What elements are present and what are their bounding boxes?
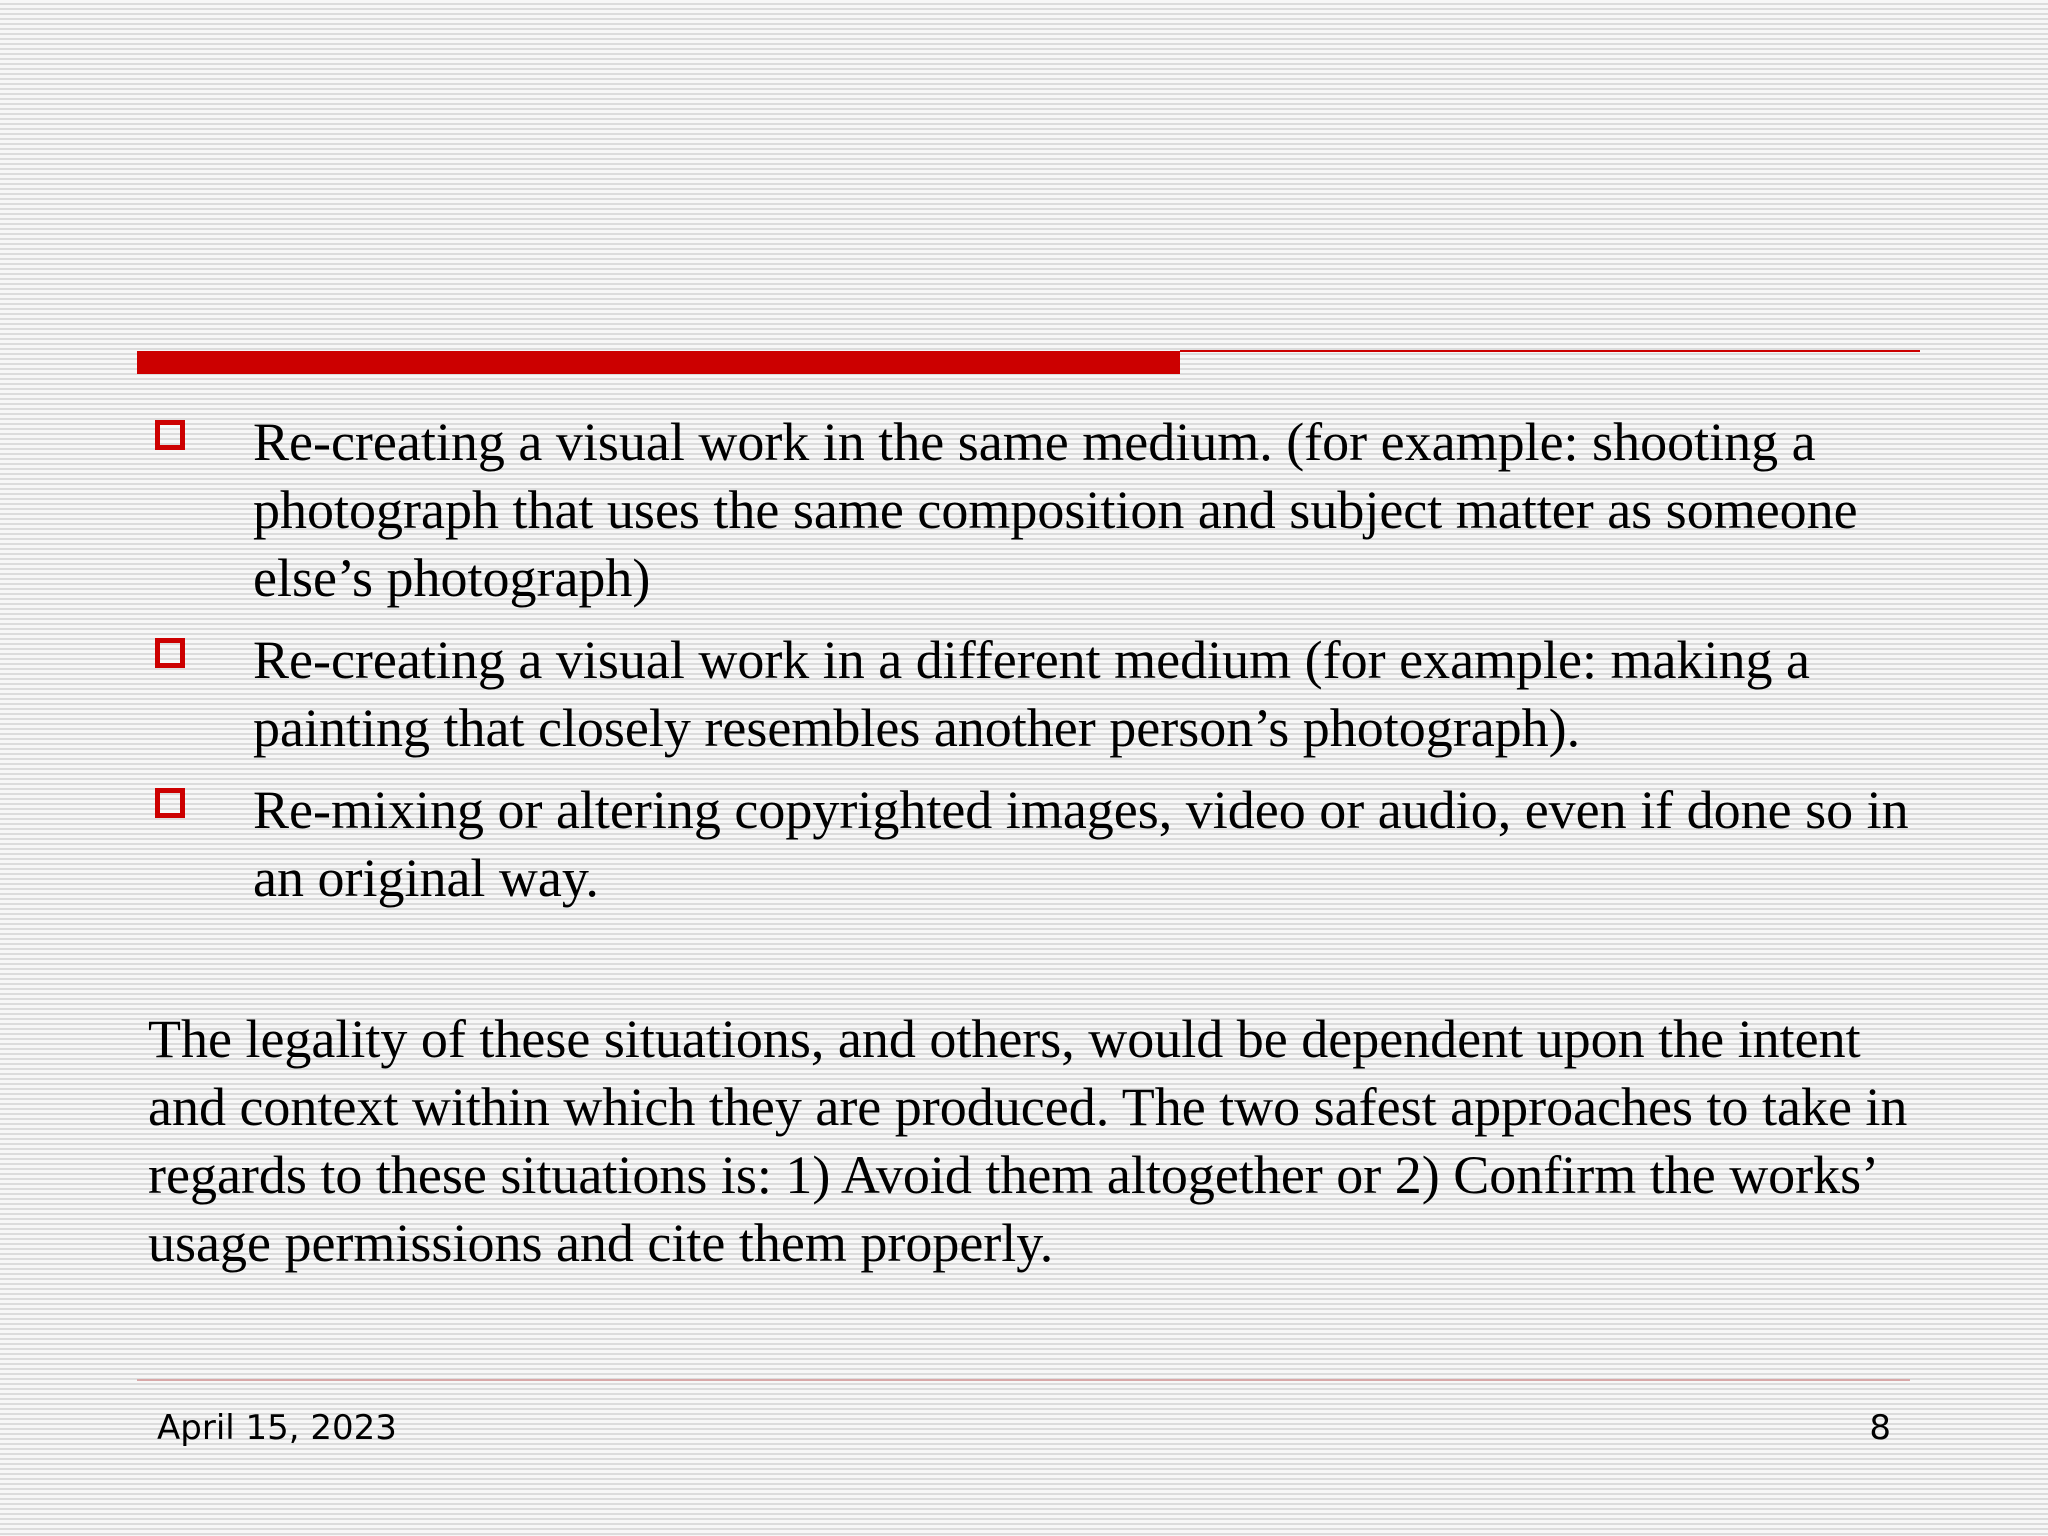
bullet-text: Re-mixing or altering copyrighted images, video or audio, even if done so in an original way. <box>253 780 1909 908</box>
footer-date: April 15, 2023 <box>157 1408 397 1448</box>
footer-divider <box>137 1379 1910 1381</box>
body-paragraph: The legality of these situations, and others, would be dependent upon the intent and context within which they are produced. The two safest approaches to take in regards to these situations is: 1) Avoid them altogether or 2) Confirm the works’ usage permissions and cite them properly. <box>148 1009 1908 1273</box>
bullet-text: Re-creating a visual work in the same medium. (for example: shooting a photograph that uses the same composition and subject matter as someone else’s photograph) <box>253 412 1858 608</box>
title-divider-thick <box>137 351 1180 374</box>
title-divider-thin <box>1180 350 1920 352</box>
bullet-item <box>150 408 1910 612</box>
square-bullet-icon <box>155 420 185 450</box>
bullet-item <box>150 626 1910 762</box>
bullet-list <box>150 408 1910 926</box>
bullet-item <box>150 776 1910 912</box>
square-bullet-icon <box>155 788 185 818</box>
page-number: 8 <box>1869 1408 1891 1448</box>
bullet-text: Re-creating a visual work in a different medium (for example: making a painting that closely resembles another person’s photograph). <box>253 630 1810 758</box>
square-bullet-icon <box>155 638 185 668</box>
